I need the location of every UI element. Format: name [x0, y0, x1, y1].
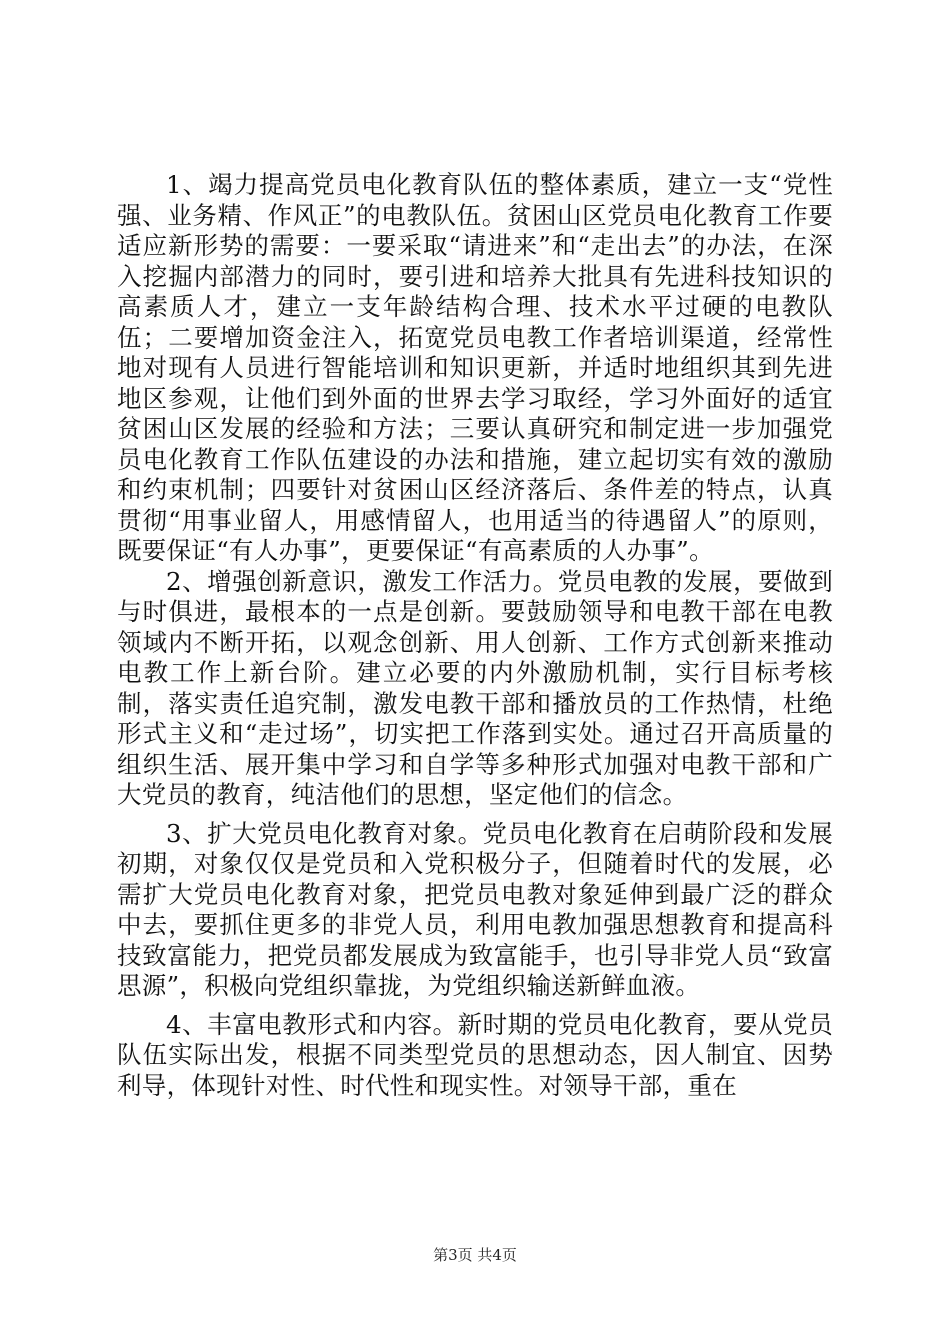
paragraph-2: 2、增强创新意识，激发工作活力。党员电教的发展，要做到与时俱进，最根本的一点是创新。要鼓励领导和电教干部在电教领域内不断开拓，以观念创新、用人创新、工作方式创新来推动电教工作上新台阶。建立必要的内外激励机制，实行目标考核制，落实责任追究制，激发电教干部和播放员的工作热情，杜绝形式主义和“走过场”，切实把工作落到实处。通过召开高质量的组织生活、展开集中学习和自学等多种形式加强对电教干部和广大党员的教育，纯洁他们的思想，坚定他们的信念。	[117, 566, 833, 809]
page-footer: 第3页 共4页	[433, 1246, 517, 1264]
document-body	[117, 170, 833, 1101]
paragraph-4: 4、丰富电教形式和内容。新时期的党员电化教育，要从党员队伍实际出发，根据不同类型党员的思想动态，因人制宜、因势利导，体现针对性、时代性和现实性。对领导干部，重在	[117, 1009, 833, 1100]
paragraph-1: 1、竭力提高党员电化教育队伍的整体素质，建立一支“党性强、业务精、作风正”的电教队伍。贫困山区党员电化教育工作要适应新形势的需要：一要采取“请进来”和“走出去”的办法，在深入挖掘内部潜力的同时，要引进和培养大批具有先进科技知识的高素质人才，建立一支年龄结构合理、技术水平过硬的电教队伍；二要增加资金注入，拓宽党员电教工作者培训渠道，经常性地对现有人员进行智能培训和知识更新，并适时地组织其到先进地区参观，让他们到外面的世界去学习取经，学习外面好的适宜贫困山区发展的经验和方法；三要认真研究和制定进一步加强党员电化教育工作队伍建设的办法和措施，建立起切实有效的激励和约束机制；四要针对贫困山区经济落后、条件差的特点，认真贯彻“用事业留人，用感情留人，也用适当的待遇留人”的原则，既要保证“有人办事”，更要保证“有高素质的人办事”。	[117, 170, 833, 565]
paragraph-3: 3、扩大党员电化教育对象。党员电化教育在启萌阶段和发展初期，对象仅仅是党员和入党积极分子，但随着时代的发展，必需扩大党员电化教育对象，把党员电教对象延伸到最广泛的群众中去，要抓住更多的非党人员，利用电教加强思想教育和提高科技致富能力，把党员都发展成为致富能手，也引导非党人员“致富思源”，积极向党组织靠拢，为党组织输送新鲜血液。	[117, 818, 833, 1000]
